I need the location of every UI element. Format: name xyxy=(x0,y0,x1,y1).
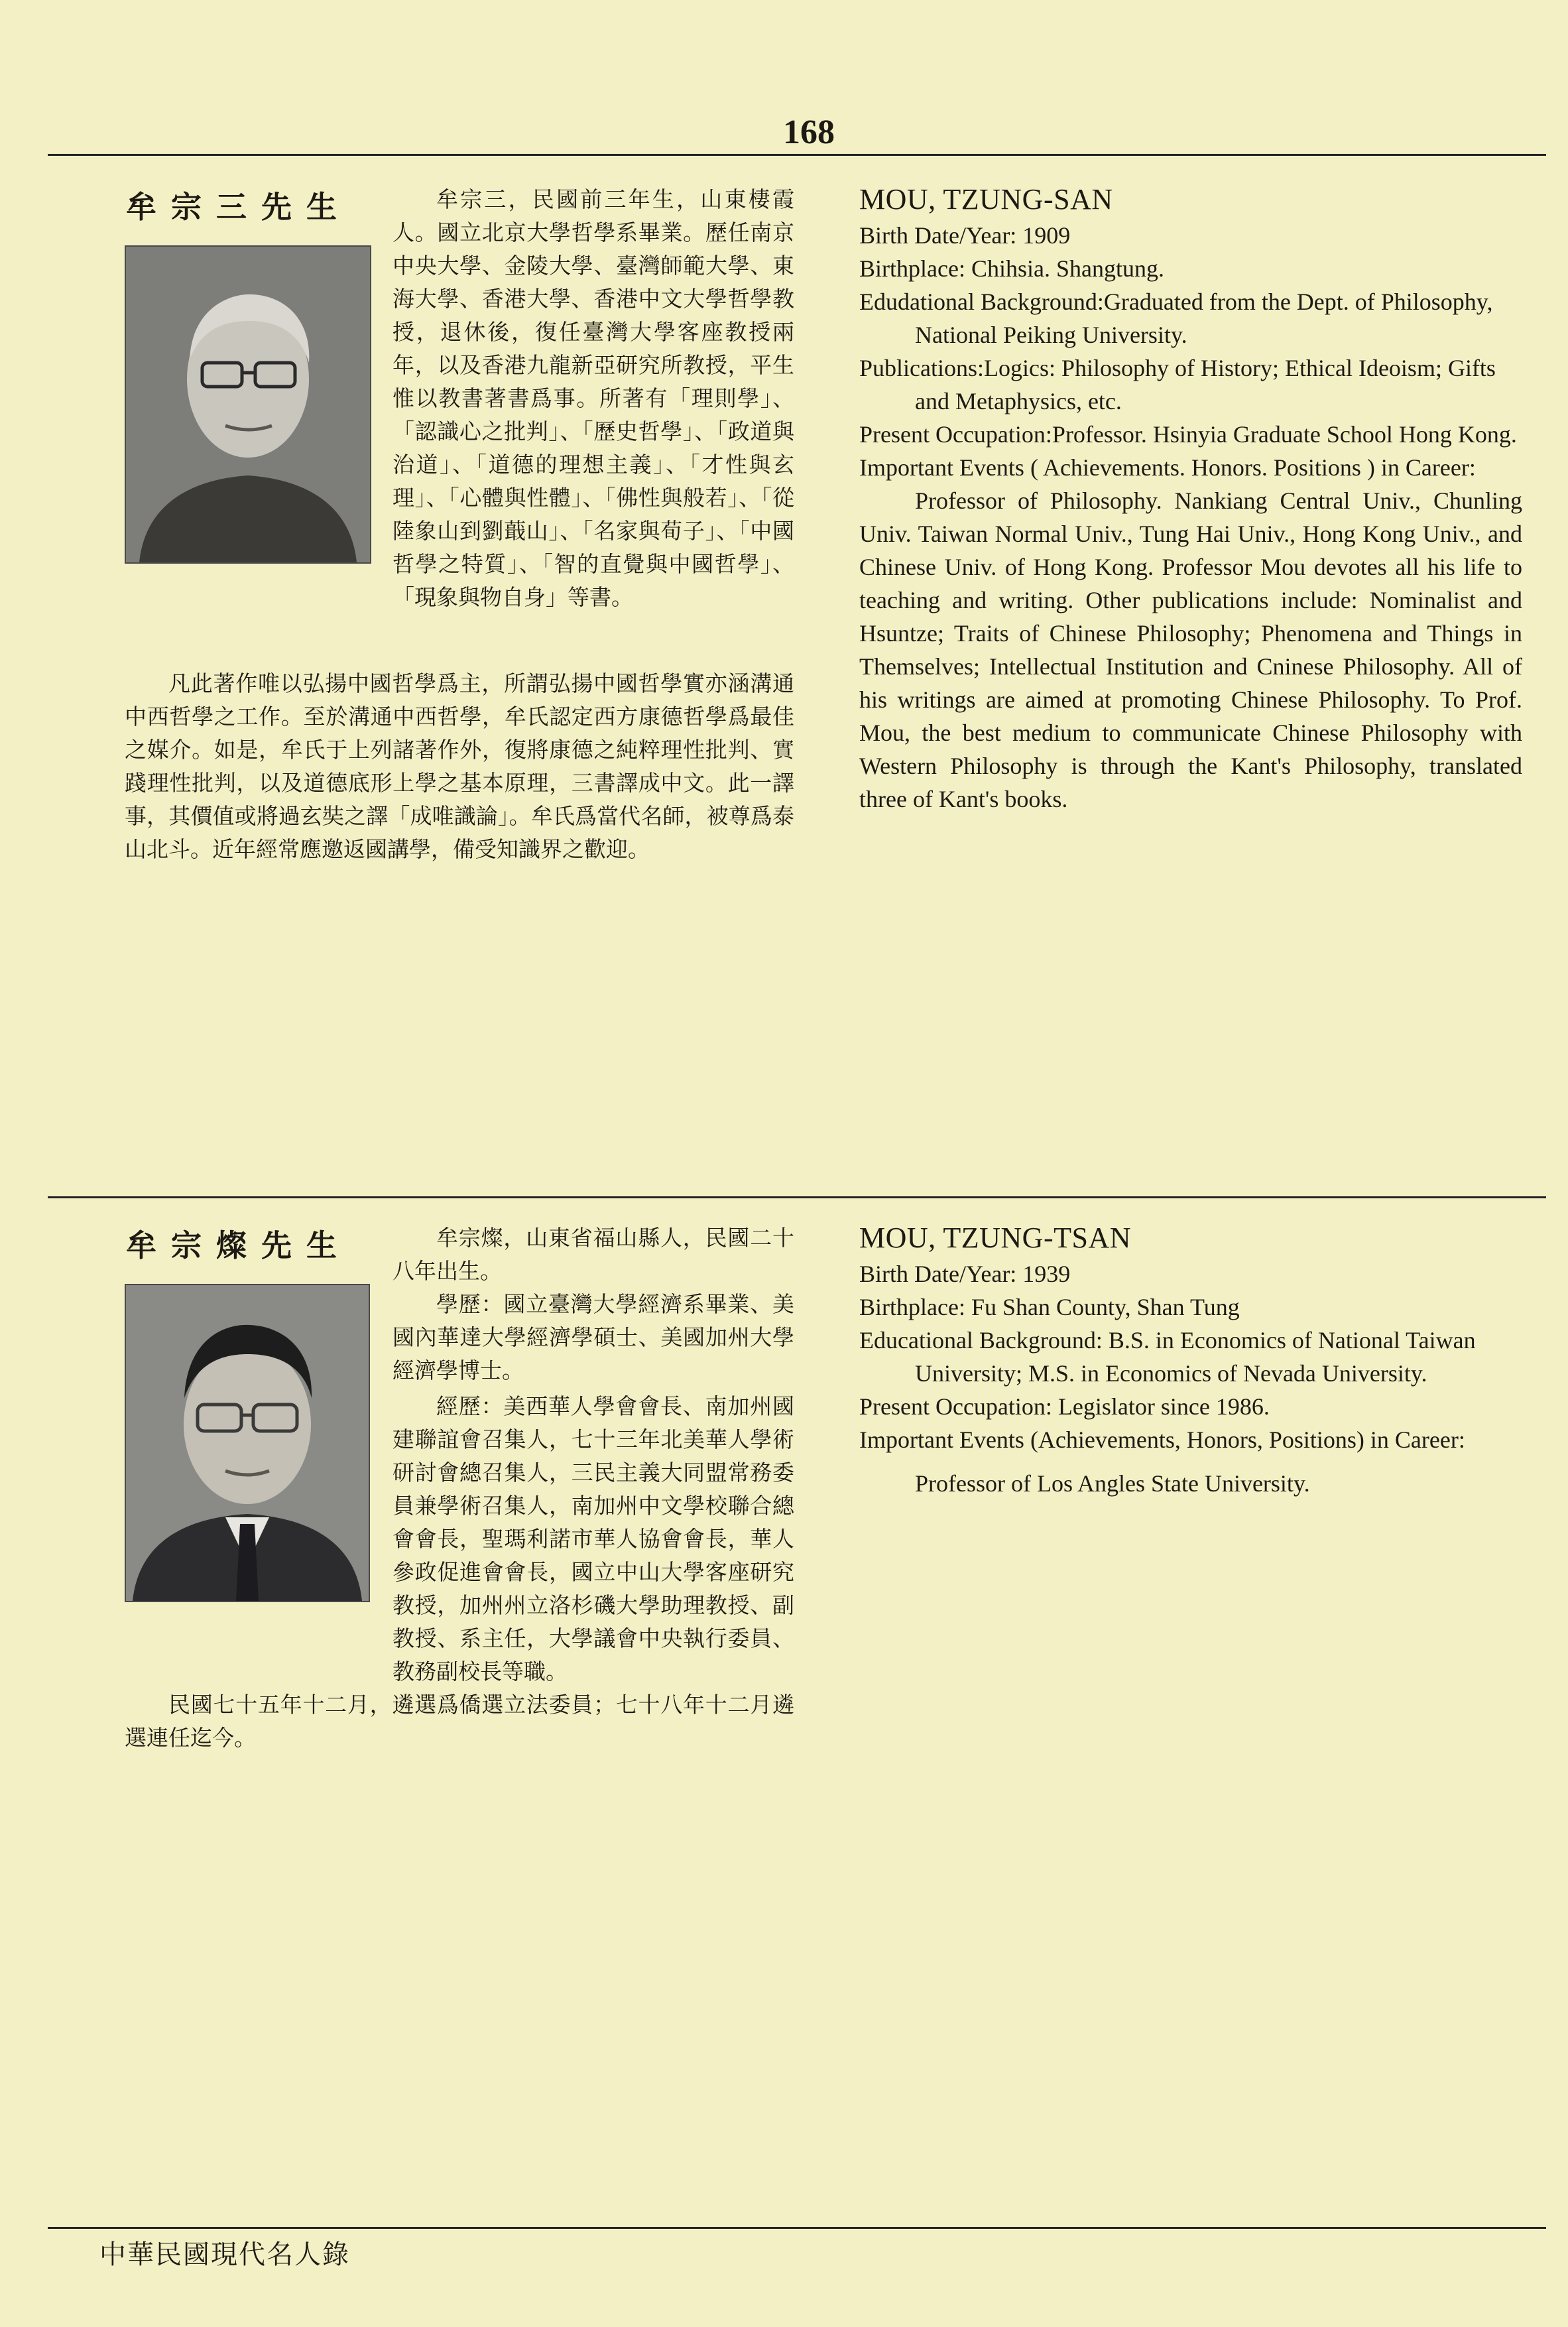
page-footer: 中華民國現代名人錄 xyxy=(99,2239,350,2270)
entry-name-english: MOU, TZUNG-SAN xyxy=(859,183,1113,216)
events-heading: Important Events ( Achievements. Honors. Positions ) in Career: xyxy=(859,454,1476,481)
birth-date-field: Birth Date/Year: 1939 xyxy=(859,1261,1071,1287)
occupation-field: Present Occupation:Professor. Hsinyia Graduate School Hong Kong. xyxy=(859,421,1517,448)
bio-chinese-education: 學歷：國立臺灣大學經濟系畢業、美國內華達大學經濟學碩士、美國加州大學經濟學博士。 xyxy=(392,1291,794,1383)
portrait-image xyxy=(126,1285,369,1601)
publications-field: Publications:Logics: Philosophy of History; Ethical Ideoism; Gifts and Metaphysics, etc. xyxy=(859,355,1496,414)
birth-date-field: Birth Date/Year: 1909 xyxy=(859,222,1071,249)
bio-chinese-experience-text: 經歷：美西華人學會會長、南加州國建聯誼會召集人，七十三年北美華人學術研討會總召集人，三民主義大同盟常務委員兼學術召集人，南加州中文學校聯合總會會長，聖瑪利諾市華人協會會長，華人參政促進會會長，國立中山大學客座研究教授，加州州立洛杉磯大學助理教授、副教授、系主任，大學議會中央執行委員、教務副校長等職。 xyxy=(392,1393,794,1684)
bio-chinese-intro xyxy=(392,1222,794,1387)
bio-chinese-experience xyxy=(392,1390,794,1688)
bio-chinese-intro xyxy=(392,183,794,614)
entry-name-chinese: 牟宗燦先生 xyxy=(126,1227,351,1263)
bottom-rule xyxy=(48,2227,1546,2229)
top-rule xyxy=(48,154,1546,156)
entry-name-chinese: 牟宗三先生 xyxy=(126,189,351,225)
bio-english xyxy=(859,183,1522,816)
bio-chinese-paragraph-2: 凡此著作唯以弘揚中國哲學爲主，所謂弘揚中國哲學實亦涵溝通中西哲學之工作。至於溝通中西哲學，牟氏認定西方康德哲學爲最佳之媒介。如是，牟氏于上列諸著作外，復將康德之純粹理性批判、實踐理性批判，以及道德底形上學之基本原理，三書譯成中文。此一譯事，其價值或將過玄奘之譯「成唯識論」。牟氏爲當代名師，被尊爲泰山北斗。近年經常應邀返國講學，備受知識界之歡迎。 xyxy=(125,670,794,862)
career-text: Professor of Los Angles State University. xyxy=(915,1470,1310,1497)
education-field: Edudational Background:Graduated from the Dept. of Philosophy, National Peiking University. xyxy=(859,288,1493,348)
portrait-photo xyxy=(125,245,371,564)
bio-chinese-paragraph: 牟宗三，民國前三年生，山東棲霞人。國立北京大學哲學系畢業。歷任南京中央大學、金陵大學、臺灣師範大學、東海大學、香港大學、香港中文大學哲學教授，退休後，復任臺灣大學客座教授兩年，以及香港九龍新亞研究所教授，平生惟以教書著書爲事。所著有「理則學」、「認識心之批判」、「歷史哲學」、「政道與治道」、「道德的理想主義」、「才性與玄理」、「心體與性體」、「佛性與般若」、「從陸象山到劉蕺山」、「名家與荀子」、「中國哲學之特質」、「智的直覺與中國哲學」、「現象與物自身」等書。 xyxy=(392,186,794,610)
bio-chinese-paragraph-2: 民國七十五年十二月，遴選爲僑選立法委員；七十八年十二月遴選連任迄今。 xyxy=(125,1692,794,1751)
bio-chinese-paragraph: 牟宗燦，山東省福山縣人，民國二十八年出生。 xyxy=(392,1225,794,1284)
bio-chinese-continued xyxy=(125,1688,794,1755)
occupation-field: Present Occupation: Legislator since 1986. xyxy=(859,1393,1270,1420)
middle-rule xyxy=(48,1196,1546,1198)
birthplace-field: Birthplace: Fu Shan County, Shan Tung xyxy=(859,1294,1240,1320)
page-number: 168 xyxy=(783,113,835,151)
education-field: Educational Background: B.S. in Economics of National Taiwan University; M.S. in Economics of Nevada University. xyxy=(859,1327,1476,1387)
portrait-photo xyxy=(125,1284,370,1602)
career-text: Professor of Philosophy. Nankiang Central Univ., Chunling Univ. Taiwan Normal Univ., Tung Hai Univ., Hong Kong Univ., and Chinese Univ. of Hong Kong. Professor Mou devotes all his life to teaching and writing. Other publications include: Nominalist and Hsuntze; Traits of Chinese Philosophy; Phenomena and Things in Themselves; Intellectual Institution and Cninese Philosophy. All of his writings are aimed at promoting Chinese Philosophy. To Prof. Mou, the best medium to communicate Chinese Philosophy with Western Philosophy is through the Kant's Philosophy, translated three of Kant's books. xyxy=(859,487,1522,812)
bio-english xyxy=(859,1222,1522,1500)
birthplace-field: Birthplace: Chihsia. Shangtung. xyxy=(859,255,1164,282)
entry-name-english: MOU, TZUNG-TSAN xyxy=(859,1222,1132,1254)
events-heading: Important Events (Achievements, Honors, Positions) in Career: xyxy=(859,1426,1465,1453)
bio-chinese-continued xyxy=(125,667,794,866)
portrait-image xyxy=(126,247,370,562)
